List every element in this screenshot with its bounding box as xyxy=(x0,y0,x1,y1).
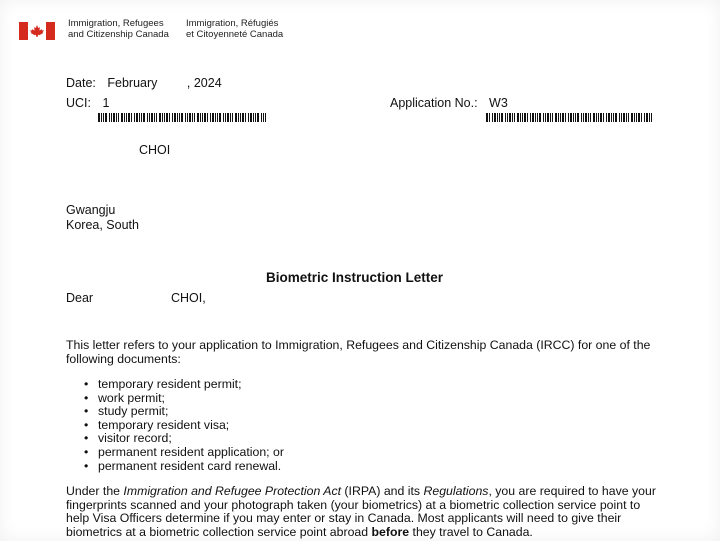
application-barcode xyxy=(486,113,652,122)
salutation-label: Dear xyxy=(66,291,94,305)
uci-label: UCI: xyxy=(66,96,91,110)
address-line-2: Korea, South xyxy=(66,218,139,232)
date-label: Date: xyxy=(66,76,96,90)
list-item: • study permit; xyxy=(84,405,284,419)
uci-value: 1 xyxy=(102,96,110,110)
application-label: Application No.: xyxy=(390,96,478,110)
organization-name-fr: Immigration, Réfugiés et Citoyenneté Canada xyxy=(186,18,284,40)
application-line xyxy=(390,96,508,111)
uci-line xyxy=(66,96,109,111)
act-name: Immigration and Refugee Protection Act xyxy=(123,484,342,498)
address-line-1: Gwangju xyxy=(66,203,116,217)
list-item: • permanent resident application; or xyxy=(84,446,284,460)
uci-barcode xyxy=(98,113,266,122)
letter-title: Biometric Instruction Letter xyxy=(266,270,444,285)
date-month: February xyxy=(107,76,158,90)
list-item: • temporary resident visa; xyxy=(84,419,284,433)
date-line xyxy=(66,76,222,91)
before-emphasis: before xyxy=(371,524,410,539)
recipient-name: CHOI xyxy=(139,143,171,157)
list-item: • work permit; xyxy=(84,392,284,406)
list-item: • visitor record; xyxy=(84,432,284,446)
canada-flag-icon xyxy=(19,22,55,40)
salutation-name: CHOI, xyxy=(171,291,206,305)
list-item: • temporary resident permit; xyxy=(84,378,284,392)
date-year: , 2024 xyxy=(186,76,222,90)
organization-name-en: Immigration, Refugees and Citizenship Canada xyxy=(68,18,169,40)
list-item: • permanent resident card renewal. xyxy=(84,460,284,474)
document-list xyxy=(84,378,284,473)
regulations-name: Regulations xyxy=(423,484,489,498)
intro-paragraph: This letter refers to your application to Immigration, Refugees and Citizenship Canada (IRCC) for one of the following documents: xyxy=(66,338,651,366)
biometrics-paragraph: Under the Immigration and Refugee Protection Act (IRPA) and its Regulations, you are required to have your fingerprints scanned and your photograph taken (your biometrics) at a biometric collection service point to help Visa Officers determine if you may enter or stay in Canada. Most applicants will need to give their biometrics at a biometric collection service point abroad before they travel to Canada. xyxy=(66,484,656,539)
application-value: W3 xyxy=(489,96,508,110)
